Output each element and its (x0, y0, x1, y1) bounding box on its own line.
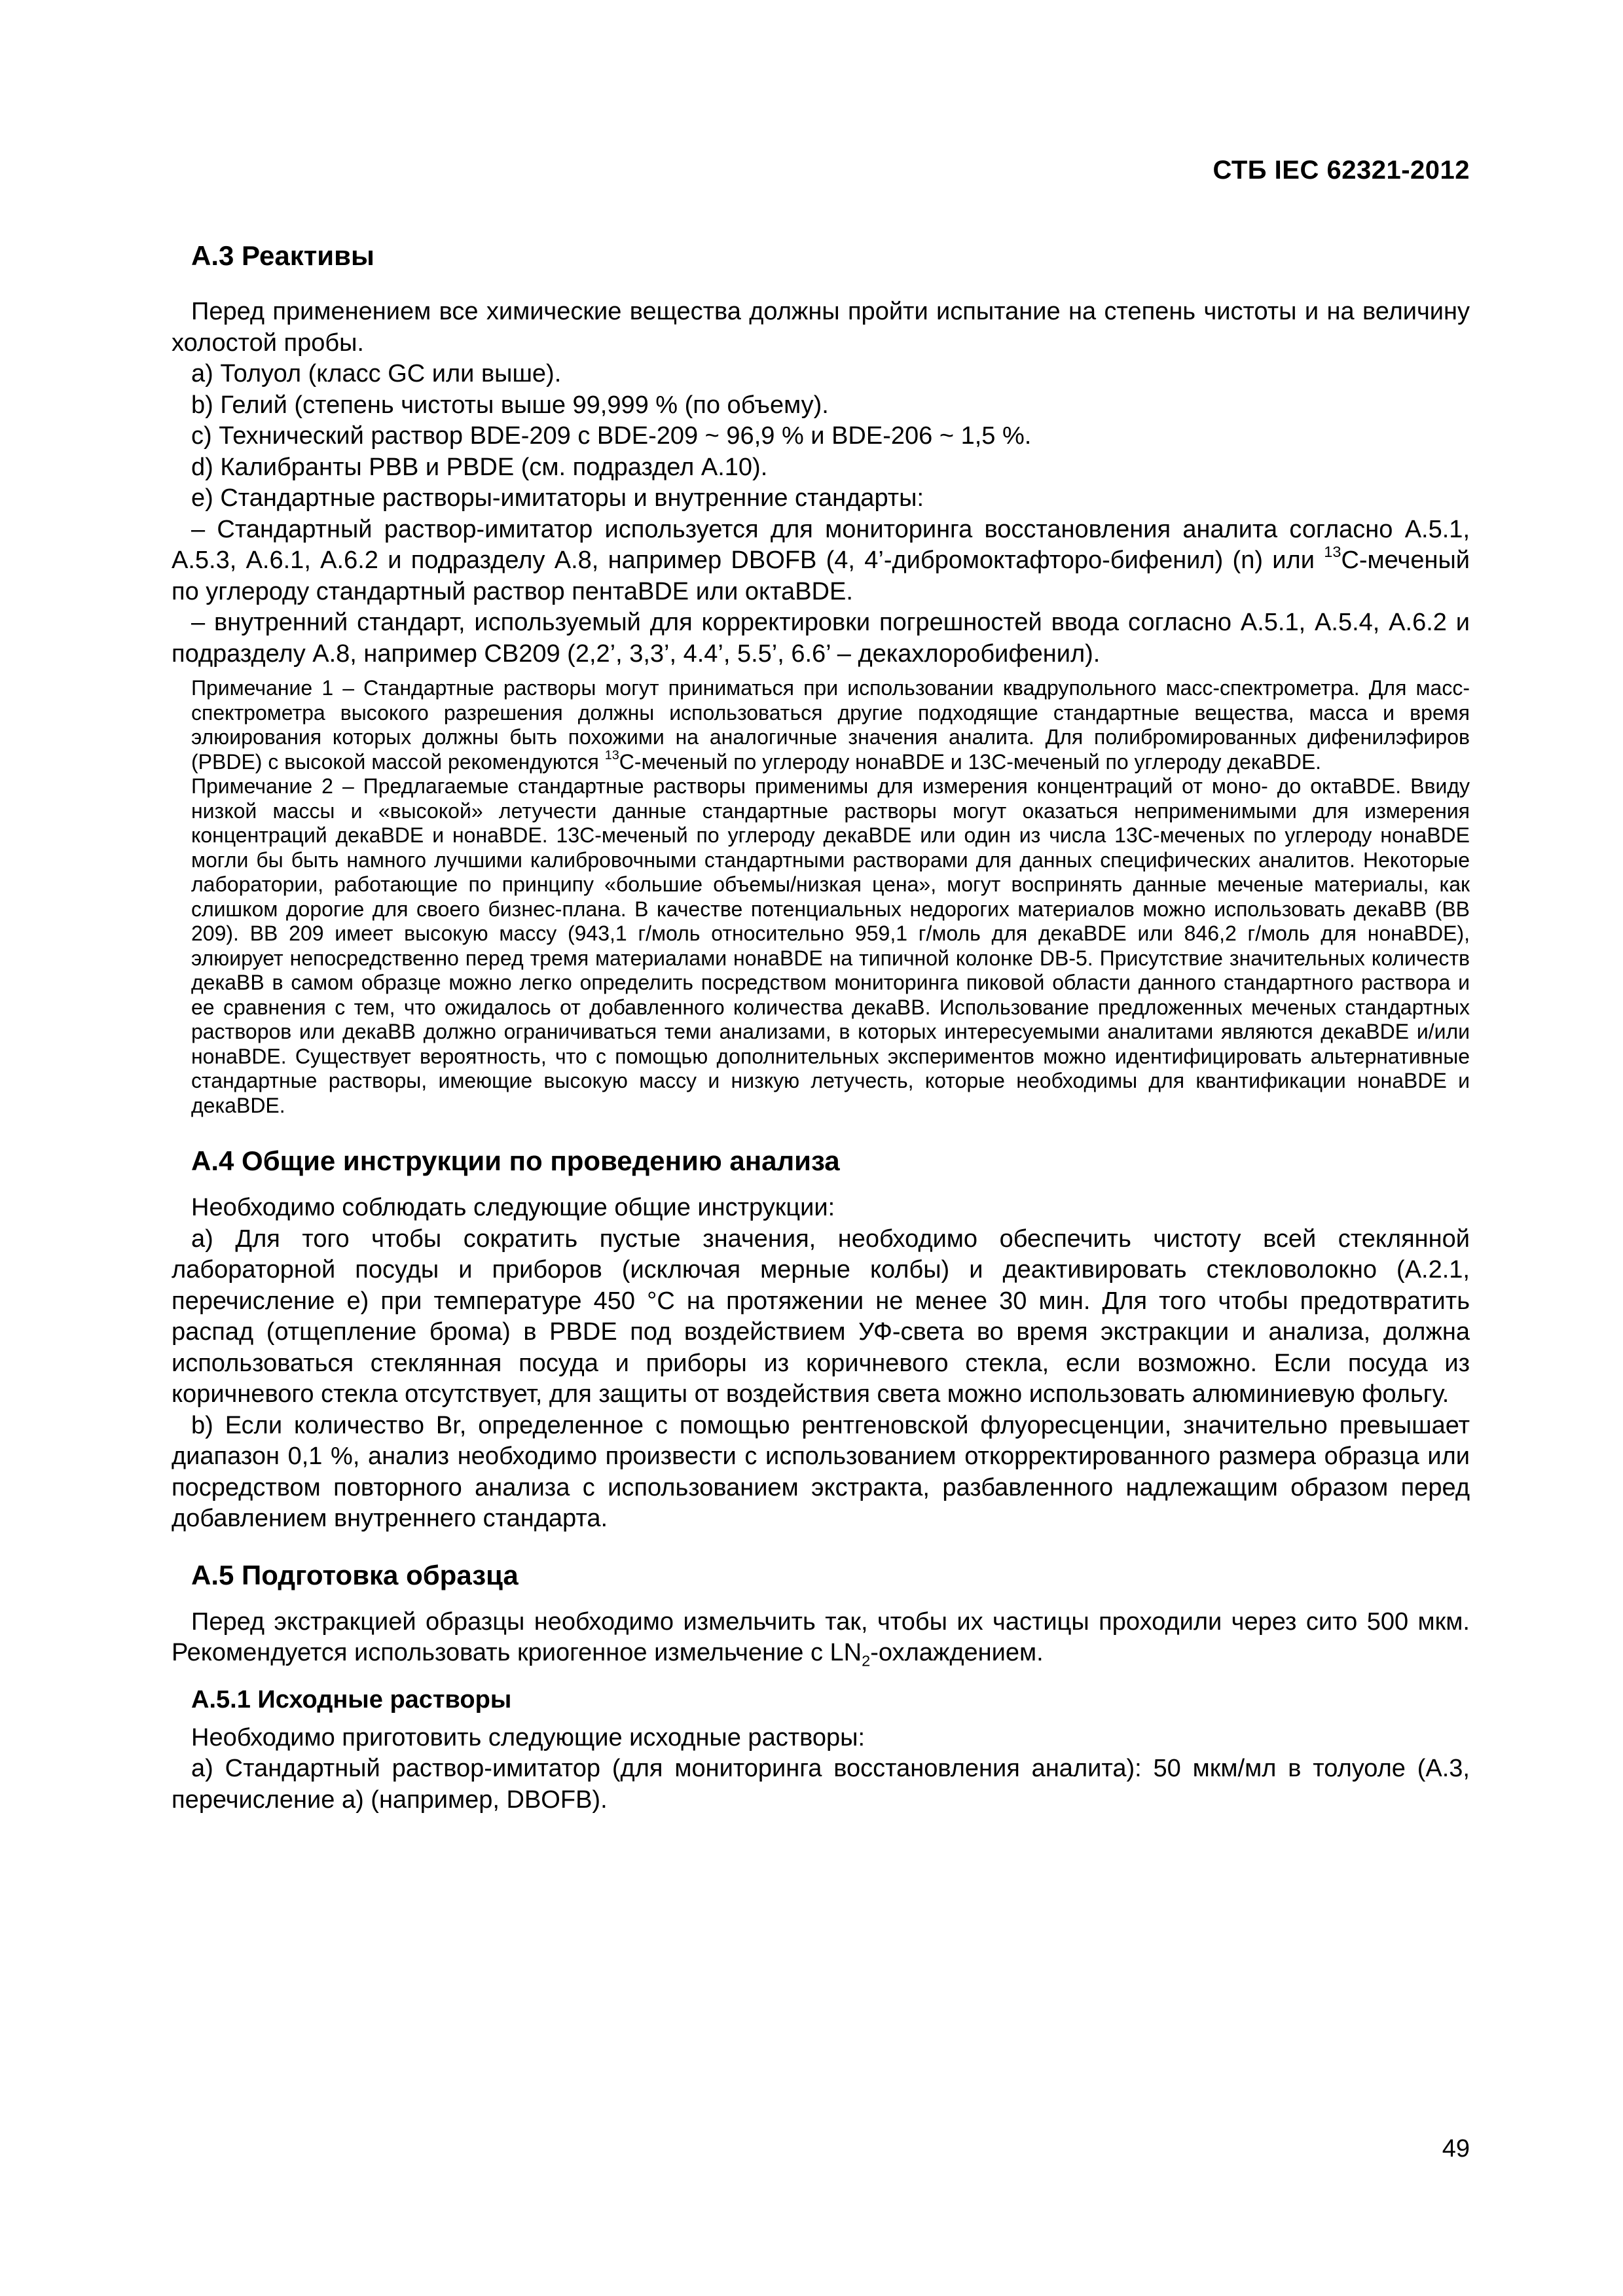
document-code: СТБ IEC 62321-2012 (1213, 156, 1470, 185)
section-a5-title: А.5 Подготовка образца (191, 1559, 519, 1590)
subsection-a51-title: А.5.1 Исходные растворы (191, 1685, 512, 1713)
section-a5-intro: Перед экстракцией образцы необходимо измельчить так, чтобы их частицы проходили через сито 500 мкм. Рекомендуется использовать криогенное измельчение с $LN_2$-охлаждением. (172, 1607, 1470, 1670)
note-2: Примечание 2 – Предлагаемые стандартные растворы применимы для измерения концентраций от моно- до октаBDE. Ввиду низкой массы и «высокой» летучести данные стандартные растворы могут оказаться неприменимыми для измерения концентраций декаBDE и нонаBDE. 13С-меченый по углероду декаBDE или один из числа 13С-меченых по углероду нонаBDE могли бы быть намного лучшими калибровочными стандартными растворами для данных специфических аналитов. Некоторые лаборатории, работающие по принципу «большие объемы/низкая цена», могут воспринять данные меченые материалы, как слишком дорогие для своего бизнес-плана. В качестве потенциальных недорогих материалов можно использовать декаBB (BB 209). BB 209 имеет высокую массу (943,1 г/моль относительно 959,1 г/моль для декаBDE или 846,2 г/моль для нонаBDE), элюирует непосредственно перед тремя материалами нонаBDE на типичной колонке DB-5. Присутствие значительных количеств декаBB в самом образце можно легко определить посредством мониторинга пиковой области данного стандартного раствора и ее сравнения с тем, что ожидалось от добавленного количества декаBB. Использование предложенных меченых стандартных растворов или декаBB должно ограничиваться теми анализами, в которых интересуемыми аналитами являются декаBDE и/или нонаBDE. Существует вероятность, что с помощью дополнительных экспериментов можно идентифицировать альтернативные стандартные растворы, имеющие высокую массу и низкую летучесть, которые необходимы для квантификации нонаBDE и декаBDE. (191, 774, 1470, 1117)
dash-item-simulator: – Стандартный раствор-имитатор используется для мониторинга восстановления аналита согласно А.5.1, А.5.3, А.6.1, А.6.2 и подразделу А.8, например DBOFB (4, 4’-дибромоктафторо-бифенил) (n) или $^{13}$С-меченый по углероду стандартный раствор пентаBDE или октаBDE. (172, 515, 1470, 605)
note-1: Примечание 1 – Стандартные растворы могут приниматься при использовании квадрупольного масс-спектрометра. Для масс-спектрометра высокого разрешения должны использоваться другие подходящие стандартные вещества, масса и время элюирования которых должны быть похожими на аналогичные значения аналита. Для полибромированных дифенилэфиров (PBDE) с высокой массой рекомендуются $^{13}$С-меченый по углероду нонаBDE и 13С-меченый по углероду декаBDE. (191, 676, 1470, 774)
section-a3-title: А.3 Реактивы (191, 240, 374, 271)
section-a5 (172, 1558, 1470, 1816)
page-number: 49 (1442, 2135, 1470, 2162)
subsection-a51-intro: Необходимо приготовить следующие исходные растворы: (191, 1723, 866, 1751)
list-item: a) Толуол (класс GC или выше). (191, 360, 562, 387)
list-item: a) Для того чтобы сократить пустые значения, необходимо обеспечить чистоту всей стеклянной лабораторной посуды и приборов (исключая мерные колбы) и деактивировать стекловолокно (А.2.1, перечисление e) при температуре 450 °С на протяжении не менее 30 мин. Для того чтобы предотвратить распад (отщепление брома) в PBDE под воздействием УФ-света во время экстракции и анализа, должна использоваться стеклянная посуда и приборы из коричневого стекла, если возможно. Если посуда из коричневого стекла отсутствует, для защиты от воздействия света можно использовать алюминиевую фольгу. (172, 1225, 1470, 1408)
section-a4-title: А.4 Общие инструкции по проведению анализа (191, 1145, 840, 1176)
section-a3 (172, 239, 1470, 1118)
list-item: e) Стандартные растворы-имитаторы и внутренние стандарты: (191, 484, 924, 512)
list-item: b) Гелий (степень чистоты выше 99,999 % (по объему). (191, 391, 829, 419)
list-item: c) Технический раствор BDE-209 с BDE-209 ~ 96,9 % и BDE-206 ~ 1,5 %. (191, 422, 1032, 450)
section-a3-intro: Перед применением все химические вещества должны пройти испытание на степень чистоты и на величину холостой пробы. (172, 298, 1470, 357)
section-a4 (172, 1144, 1470, 1535)
notes-block (172, 676, 1470, 1118)
dash-item-internal-standard: – внутренний стандарт, используемый для корректировки погрешностей ввода согласно А.5.1, А.5.4, А.6.2 и подразделу А.8, например CB209 (2,2’, 3,3’, 4.4’, 5.5’, 6.6’ – декахлоробифенил). (172, 609, 1470, 668)
list-item: d) Калибранты PBB и PBDE (см. подраздел А.10). (191, 453, 768, 481)
page-body (172, 131, 1470, 1816)
list-item: a) Стандартный раствор-имитатор (для мониторинга восстановления аналита): 50 мкм/мл в толуоле (А.3, перечисление a) (например, DBOFB). (172, 1755, 1470, 1814)
section-a4-intro: Необходимо соблюдать следующие общие инструкции: (191, 1194, 835, 1221)
list-item: b) Если количество Br, определенное с помощью рентгеновской флуоресценции, значительно превышает диапазон 0,1 %, анализ необходимо произвести с использованием откорректированного размера образца или посредством повторного анализа с использованием экстракта, разбавленного надлежащим образом перед добавлением внутреннего стандарта. (172, 1411, 1470, 1532)
